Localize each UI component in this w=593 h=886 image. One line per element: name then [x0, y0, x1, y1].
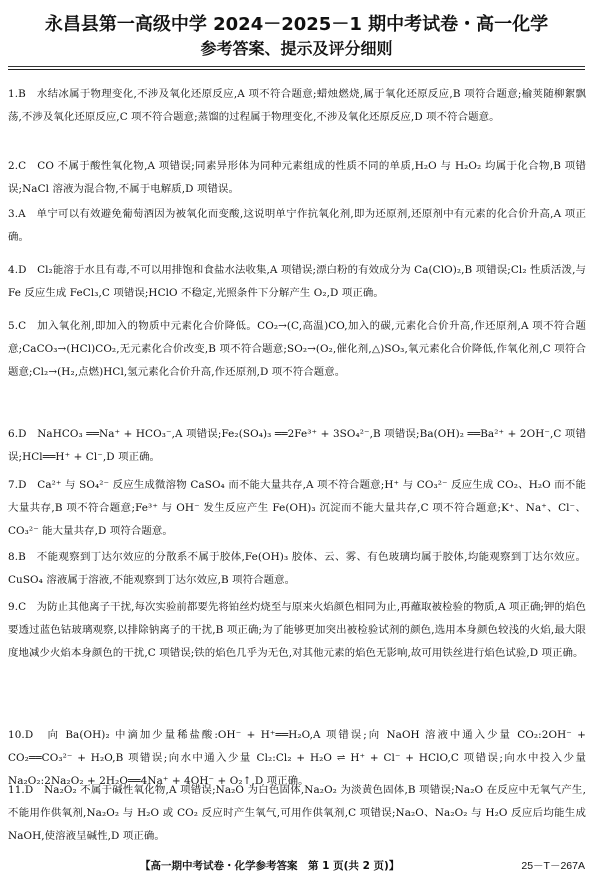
footer-page-info: 【高一期中考试卷・化学参考答案 第 1 页(共 2 页)】: [140, 860, 400, 872]
answer-item-7: 7.D Ca²⁺ 与 SO₄²⁻ 反应生成微溶物 CaSO₄ 而不能大量共存,A 项不符合题意;H⁺ 与 CO₃²⁻ 反应生成 CO₂、H₂O 而不能大量共存,B 项不符合题意;Fe³⁺ 与 OH⁻ 发生反应产生 Fe(OH)₃ 沉淀而不能大量共存,C 项不符合题意;K⁺、Na⁺、Cl⁻、CO₃²⁻ 能大量共存,D 项符合题意。: [8, 479, 586, 537]
answer-item-5: 5.C 加入氧化剂,即加入的物质中元素化合价降低。CO₂→(C,高温)CO,加入的碳,元素化合价升高,作还原剂,A 项不符合题意;CaCO₃→(HCl)CO₂,无元素化合价改变,B 项不符合题意;SO₂→(O₂,催化剂,△)SO₃,氧元素化合价降低,作氧化剂,C 项符合题意;Cl₂→(H₂,点燃)HCl,氢元素化合价升高,作还原剂,D 项不符合题意。: [8, 320, 586, 378]
exam-title: 永昌县第一高级中学 2024－2025－1 期中考试卷・高一化学: [44, 14, 549, 35]
answer-item-4: 4.D Cl₂能溶于水且有毒,不可以用排饱和食盐水法收集,A 项错误;漂白粉的有效成分为 Ca(ClO)₂,B 项错误;Cl₂ 性质活泼,与 Fe 反应生成 FeCl₃,C 项错误;HClO 不稳定,光照条件下分解产生 O₂,D 项正确。: [8, 264, 586, 299]
answer-item-1: 1.B 水结冰属于物理变化,不涉及氧化还原反应,A 项不符合题意;蜡烛燃烧,属于氧化还原反应,B 项符合题意;榆荚随柳絮飘荡,不涉及氧化还原反应,C 项不符合题意;蒸馏的过程属于物理变化,不涉及氧化还原反应,D 项不符合题意。: [8, 88, 586, 123]
answer-item-2: 2.C CO 不属于酸性氧化物,A 项错误;同素异形体为同种元素组成的性质不同的单质,H₂O 与 H₂O₂ 均属于化合物,B 项错误;NaCl 溶液为混合物,不属于电解质,D 项错误。: [8, 160, 586, 195]
page-footer: [0, 858, 593, 878]
answer-item-8: 8.B 不能观察到丁达尔效应的分散系不属于胶体,Fe(OH)₃ 胶体、云、雾、有色玻璃均属于胶体,均能观察到丁达尔效应。CuSO₄ 溶液属于溶液,不能观察到丁达尔效应,B 项符合题意。: [8, 551, 586, 586]
answer-item-3: 3.A 单宁可以有效避免葡萄酒因为被氧化而变酸,这说明单宁作抗氧化剂,即为还原剂,还原剂中有元素的化合价升高,A 项正确。: [8, 208, 586, 243]
title-divider-thin: [8, 66, 585, 67]
footer-exam-code: 25－T－267A: [521, 860, 585, 872]
answer-item-11: 11.D Na₂O₂ 不属于碱性氧化物,A 项错误;Na₂O 为白色固体,Na₂O₂ 为淡黄色固体,B 项错误;Na₂O 在反应中无氧气产生,不能用作供氧剂,Na₂O₂ 与 H₂O 或 CO₂ 反应时产生氧气,可用作供氧剂,C 项错误;Na₂O、Na₂O₂ 与 H₂O 反应后均能生成 NaOH,使溶液呈碱性,D 项正确。: [8, 784, 586, 842]
title-divider-thick: [8, 69, 585, 70]
answer-item-10: 10.D 向 Ba(OH)₂ 中滴加少量稀盐酸:OH⁻ + H⁺══H₂O,A 项错误;向 NaOH 溶液中通入少量 CO₂:2OH⁻ + CO₂══CO₃²⁻ + H₂O,B 项错误;向水中通入少量 Cl₂:Cl₂ + H₂O ⇌ H⁺ + Cl⁻ + HClO,C 项错误;向水中投入少量 Na₂O₂:2Na₂O₂ + 2H₂O══4Na⁺ + 4OH⁻ + O₂↑,D 项正确。: [8, 729, 586, 787]
exam-subtitle: 参考答案、提示及评分细则: [200, 39, 393, 58]
answer-item-9: 9.C 为防止其他离子干扰,每次实验前都要先将铂丝灼烧至与原来火焰颜色相同为止,再蘸取被检验的物质,A 项正确;钾的焰色要透过蓝色钴玻璃观察,以排除钠离子的干扰,B 项正确;为了能够更加突出被检验试剂的颜色,选用本身颜色较浅的火焰,最大限度地减少火焰本身颜色的干扰,C 项错误;铁的焰色几乎为无色,对其他元素的焰色无影响,故可用铁丝进行焰色试验,D 项正确。: [8, 601, 586, 659]
answer-item-6: 6.D NaHCO₃ ══Na⁺ + HCO₃⁻,A 项错误;Fe₂(SO₄)₃ ══2Fe³⁺ + 3SO₄²⁻,B 项错误;Ba(OH)₂ ══Ba²⁺ + 2OH⁻,C 项错误;HCl══H⁺ + Cl⁻,D 项正确。: [8, 428, 586, 463]
